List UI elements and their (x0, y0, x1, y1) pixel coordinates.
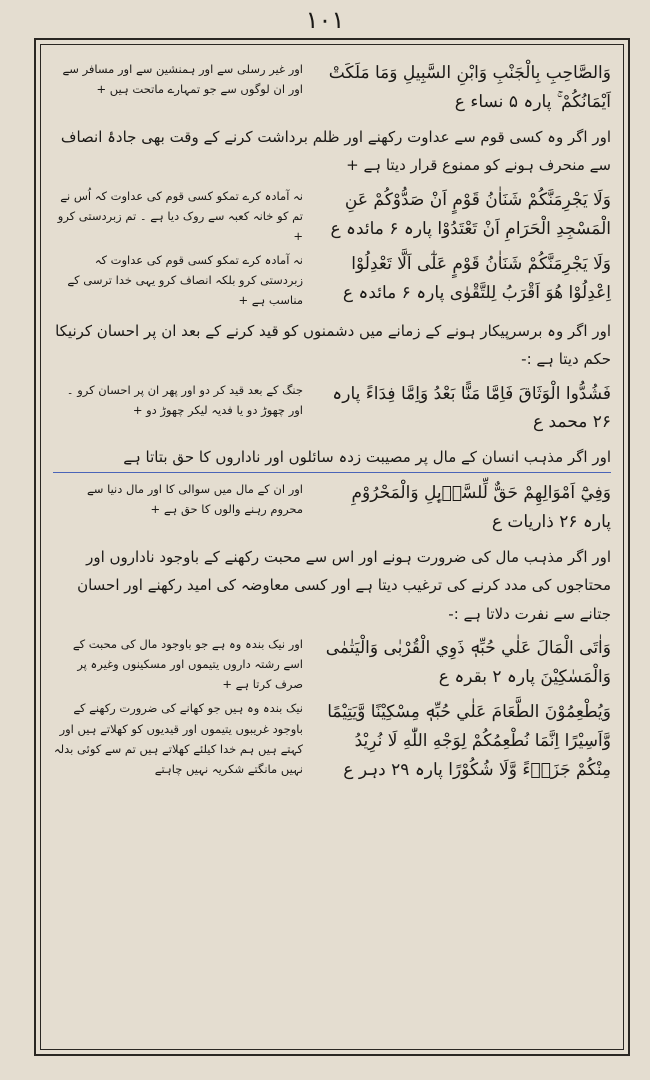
urdu-translation: اور نیک بندہ وہ ہے جو باوجود مال کی محبت کے اسے رشتہ داروں یتیموں اور مسکینوں وغیرہ پر صرف کرتا ہے + (72, 637, 303, 692)
arabic-verse: وَلَا يَجْرِمَنَّكُمْ شَنَاٰنُ قَوْمٍ اَنْ صَدُّوْكُمْ عَنِ الْمَسْجِدِ الْحَرَامِ اَنْ تَعْتَدُوْا پارہ ۶ مائدہ ع (330, 189, 611, 239)
arabic-verse: وَاٰتَى الْمَالَ عَلٰي حُبِّهٖ ذَوِي الْقُرْبٰى وَالْيَتٰمٰى وَالْمَسٰكِيْنَ پارہ ۲ بقرہ ع (325, 638, 611, 687)
urdu-paragraph: اور اگر وہ کسی قوم سے عداوت رکھنے اور ظلم برداشت کرنے کے وقت بھی جادۂ انصاف سے منحرف ہونے کو ممنوع قرار دیتا ہے + (60, 127, 611, 175)
arabic-verse: وَلَا يَجْرِمَنَّكُمْ شَنَاٰنُ قَوْمٍ عَلٰٓى اَلَّا تَعْدِلُوْا اِعْدِلُوْا هُوَ اَقْرَبُ لِلتَّقْوٰى پارہ ۶ مائدہ ع (342, 254, 611, 304)
verse-block (53, 380, 611, 438)
arabic-verse: وَيُطْعِمُوْنَ الطَّعَامَ عَلٰي حُبِّهٖ مِسْكِيْنًا وَّيَتِيْمًا وَّاَسِيْرًا اِنَّمَا نُطْعِمُكُمْ لِوَجْهِ اللّٰهِ لَا نُرِيْدُ مِنْكُمْ جَزَاۗءً وَّلَا شُكُوْرًا پارہ ۲۹ دہر ع (327, 702, 611, 781)
urdu-paragraph: اور اگر مذہب انسان کے مال پر مصیبت زدہ سائلوں اور ناداروں کا حق بتاتا ہے (53, 443, 611, 473)
verse-block (53, 479, 611, 537)
arabic-verse: فَشُدُّوا الْوَثَاقَ فَاِمَّا مَنًّا بَعْدُ وَاِمَّا فِدَاءً پارہ ۲۶ محمد ع (332, 383, 611, 433)
urdu-translation: اور غیر رسلی سے اور ہمنشین سے اور مسافر سے اور ان لوگوں سے جو تمہارے ماتحت ہیں + (62, 62, 303, 97)
urdu-paragraph: اور اگر وہ برسرپیکار ہونے کے زمانے میں دشمنوں کو قید کرنے کے بعد ان پر احسان کرنیکا حکم دیتا ہے :- (55, 321, 611, 369)
arabic-verse: وَالصَّاحِبِ بِالْجَنْبِ وَابْنِ السَّبِيلِ وَمَا مَلَكَتْ اَيْمَانُكُمْ ۚ پارہ ۵ نساء ع (328, 63, 611, 112)
verse-block (53, 634, 611, 694)
urdu-translation: نہ آمادہ کرے تمکو کسی قوم کی عداوت کہ زبردستی کرو بلکہ انصاف کرو یہی خدا ترسی کے مناسب ہے + (67, 253, 303, 308)
urdu-translation: نیک بندہ وہ ہیں جو کھانے کی ضرورت رکھنے کے باوجود غریبوں یتیموں اور قیدیوں کو کھلاتے ہیں اور کہتے ہیں ہم خدا کیلئے کھلاتے ہیں تم سے کوئی بدلہ نہیں مانگتے شکریہ نہیں چاہتے (53, 701, 303, 776)
page-content (40, 44, 624, 1050)
arabic-verse: وَفِيْٓ اَمْوَالِهِمْ حَقٌّ لِّلسَّاۗىِٕلِ وَالْمَحْرُوْمِ پارہ ۲۶ ذاریات ع (351, 482, 611, 532)
verse-block (53, 250, 611, 310)
urdu-translation: اور ان کے مال میں سوالی کا اور مال دنیا سے محروم رہنے والوں کا حق ہے + (87, 481, 303, 516)
verse-block (53, 186, 611, 246)
urdu-paragraph: اور اگر مذہب مال کی ضرورت ہونے اور اس سے محبت رکھنے کے باوجود ناداروں اور محتاجوں کی مدد کرنے کی ترغیب دیتا ہے اور کسی معاوضہ کی امید رکھنے اور احسان جتانے سے نفرت دلاتا ہے :- (77, 547, 611, 623)
page-number: ۱۰۱ (305, 6, 345, 34)
verse-block (53, 59, 611, 117)
urdu-translation: جنگ کے بعد قید کر دو اور پھر ان پر احسان کرو ۔ اور چھوڑ دو یا فدیہ لیکر چھوڑ دو + (66, 382, 303, 417)
urdu-translation: نہ آمادہ کرے تمکو کسی قوم کی عداوت کہ اُس نے تم کو خانہ کعبہ سے روک دیا ہے ۔ تم زبردستی کرو + (57, 188, 303, 244)
verse-block (53, 698, 611, 785)
